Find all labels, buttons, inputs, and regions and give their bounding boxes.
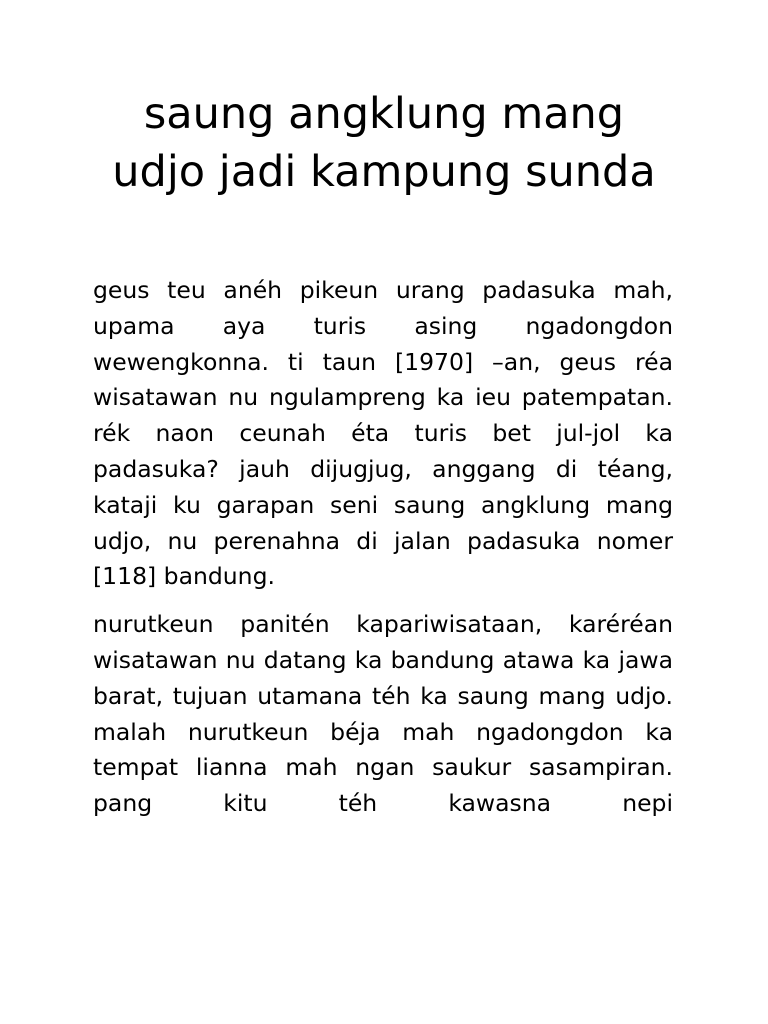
- paragraph-2: nurutkeun panitén kapariwisataan, karéréan wisatawan nu datang ka bandung atawa ka jawa barat, tujuan utamana téh ka saung mang udjo. malah nurutkeun béja mah ngadongdon ka tempat lianna mah ngan saukur sasampiran. pang kitu téh kawasna nepi: [93, 610, 673, 818]
- document-title: saung angklung mang udjo jadi kampung sunda: [112, 89, 656, 197]
- paragraph-1: geus teu anéh pikeun urang padasuka mah, upama aya turis asing ngadongdon wewengkonna. ti taun [1970] –an, geus réa wisatawan nu ngulampreng ka ieu patempatan. rék naon ceunah éta turis bet jul-jol ka padasuka? jauh dijugjug, anggang di téang, kataji ku garapan seni saung angklung mang udjo, nu perenahna di jalan padasuka nomer [118] bandung.: [93, 276, 673, 591]
- document-body: [93, 273, 673, 834]
